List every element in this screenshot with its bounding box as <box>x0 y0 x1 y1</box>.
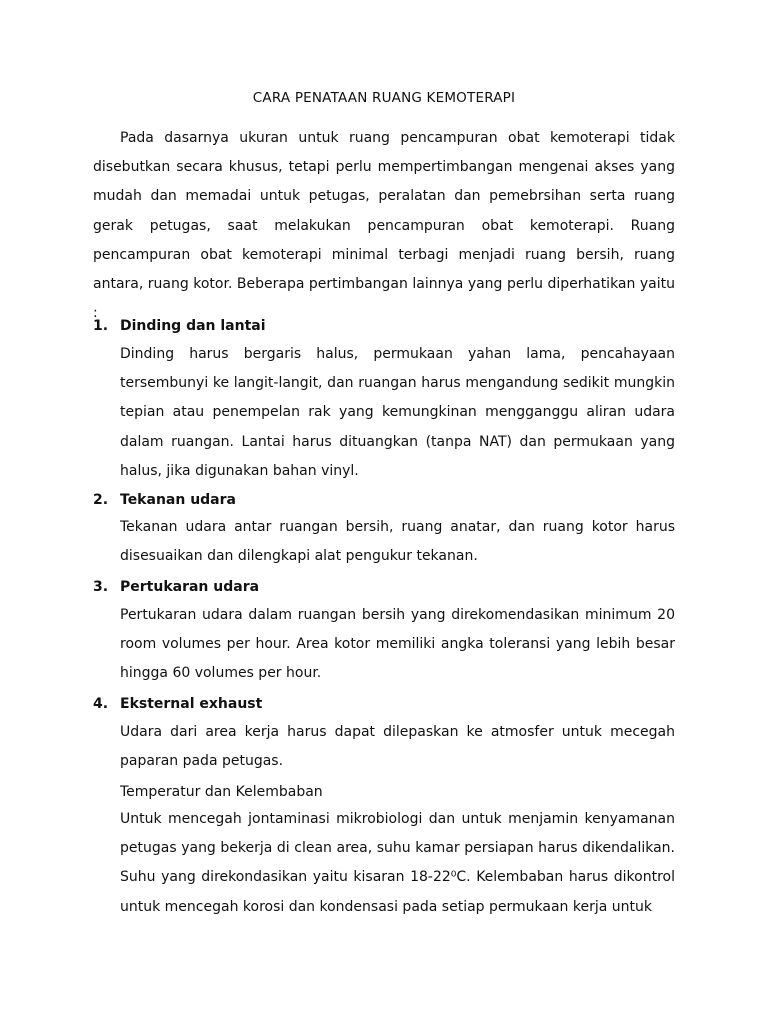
item-body-4: Udara dari area kerja harus dapat dilepaskan ke atmosfer untuk mecegah paparan pada petugas. <box>120 724 675 770</box>
item-body-1: Dinding harus bergaris halus, permukaan yahan lama, pencahayaan tersembunyi ke langit-langit, dan ruangan harus mengandung sedikit mungkin tepian atau penempelan rak yang kemungkinan mengganggu aliran udara dalam ruangan. Lantai harus dituangkan (tanpa NAT) dan permukaan yang halus, jika digunakan bahan vinyl. <box>120 346 675 479</box>
item-body-2: Tekanan udara antar ruangan bersih, ruang anatar, dan ruang kotor harus disesuaikan dan dilengkapi alat pengukur tekanan. <box>120 519 675 565</box>
item-heading-2: Tekanan udara <box>120 492 236 508</box>
item-heading-4: Eksternal exhaust <box>120 696 263 712</box>
item-body-3: Pertukaran udara dalam ruangan bersih yang direkomendasikan minimum 20 room volumes per hour. Area kotor memiliki angka toleransi yang lebih besar hingga 60 volumes per hour. <box>120 607 675 682</box>
item-number-2: 2. <box>93 492 109 508</box>
last-paragraph: Untuk mencegah jontaminasi mikrobiologi dan untuk menjamin kenyamanan petugas yang bekerja di clean area, suhu kamar persiapan harus dikendalikan. Suhu yang direkondasikan yaitu kisaran 18-22⁰C. Kelembaban harus dikontrol untuk mencegah korosi dan kondensasi pada setiap permukaan kerja untuk <box>120 811 675 915</box>
intro-paragraph: Pada dasarnya ukuran untuk ruang pencampuran obat kemoterapi tidak disebutkan secara khusus, tetapi perlu mempertimbangan mengenai akses yang mudah dan memadai untuk petugas, peralatan dan pemebrsihan serta ruang gerak petugas, saat melakukan pencampuran obat kemoterapi. Ruang pencampuran obat kemoterapi minimal terbagi menjadi ruang bersih, ruang antara, ruang kotor. Beberapa pertimbangan lainnya yang perlu diperhatikan yaitu : <box>93 130 675 322</box>
document-title: CARA PENATAAN RUANG KEMOTERAPI <box>252 90 516 106</box>
item-heading-1: Dinding dan lantai <box>120 318 266 334</box>
item-heading-3: Pertukaran udara <box>120 579 260 595</box>
item-number-4: 4. <box>93 696 109 712</box>
item-number-3: 3. <box>93 579 109 595</box>
subheading-temperatur: Temperatur dan Kelembaban <box>120 784 323 800</box>
item-number-1: 1. <box>93 318 109 334</box>
